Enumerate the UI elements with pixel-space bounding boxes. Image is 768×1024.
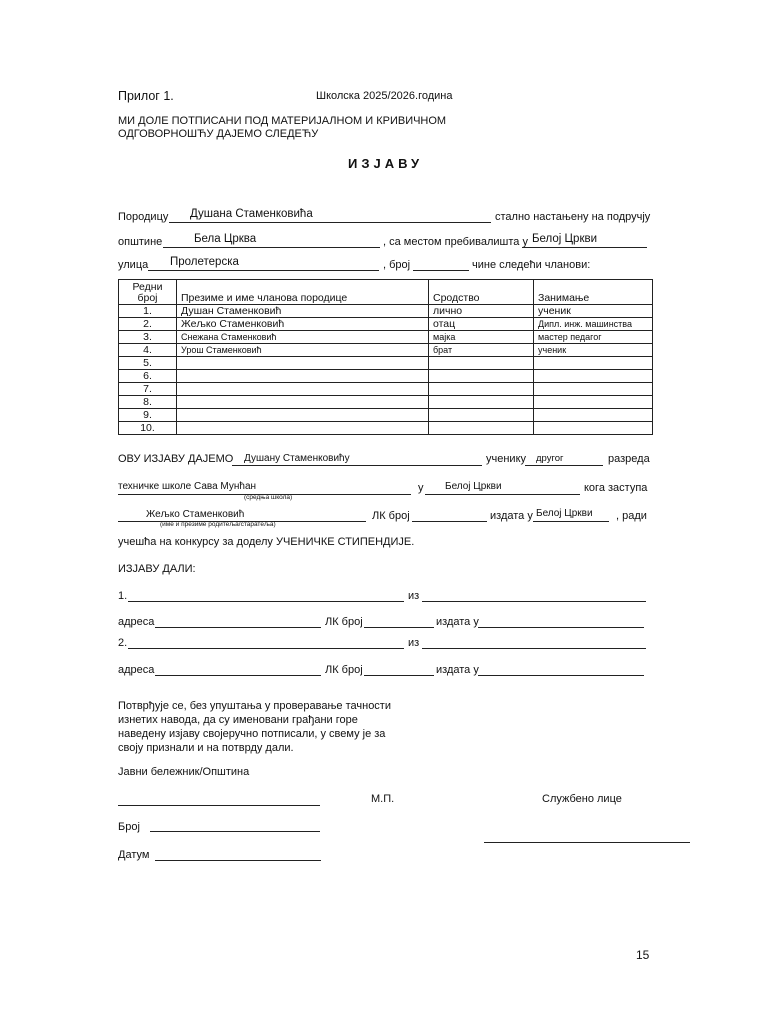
member-relation[interactable] — [429, 370, 534, 383]
municipality-label: општине — [118, 236, 163, 248]
given-underline — [232, 465, 482, 466]
member-occupation[interactable] — [534, 409, 653, 422]
member-relation[interactable] — [429, 409, 534, 422]
witness-2-number: 2. — [118, 637, 128, 649]
witness-1-issued-field[interactable] — [478, 627, 644, 628]
grade-underline — [525, 465, 603, 466]
member-occupation[interactable] — [534, 422, 653, 435]
member-relation[interactable] — [429, 422, 534, 435]
witness-2-id-label: ЛК број — [325, 664, 363, 676]
issued-value[interactable]: Белој Цркви — [536, 508, 593, 519]
table-row — [119, 409, 653, 422]
given-label: ОВУ ИЗЈАВУ ДАЈЕМО — [118, 453, 234, 465]
residence-label: стално настањену на подручју — [495, 211, 651, 223]
witness-2-address-label: адреса — [118, 664, 155, 676]
witness-1-id-field[interactable] — [364, 627, 434, 628]
table-row — [119, 422, 653, 435]
witness-1-address-field[interactable] — [155, 627, 321, 628]
table-row — [119, 331, 653, 344]
member-name[interactable] — [177, 409, 429, 422]
member-name[interactable]: Жељко Стаменковић — [177, 318, 429, 331]
table-row — [119, 383, 653, 396]
member-relation[interactable]: лично — [429, 305, 534, 318]
confirmation-line-2: изнетих навода, да су именовани грађани горе — [118, 714, 358, 726]
row-number: 7. — [119, 383, 177, 396]
parent-caption: (име и презиме родитеља/старатеља) — [160, 521, 276, 528]
table-row — [119, 318, 653, 331]
witness-1-id-label: ЛК број — [325, 616, 363, 628]
row-number: 10. — [119, 422, 177, 435]
grade-label: разреда — [608, 453, 650, 465]
family-value[interactable]: Душана Стаменковића — [190, 208, 313, 220]
intro-line-1: МИ ДОЛЕ ПОТПИСАНИ ПОД МАТЕРИЈАЛНОМ И КРИВИЧНОМ — [118, 115, 447, 127]
street-label: улица — [118, 259, 149, 271]
witness-1-issued-label: издата у — [436, 616, 479, 628]
witness-1-number: 1. — [118, 590, 128, 602]
member-relation[interactable]: брат — [429, 344, 534, 357]
witness-1-from-label: из — [408, 590, 420, 602]
house-number-underline — [413, 270, 469, 271]
witness-2-issued-label: издата у — [436, 664, 479, 676]
place-underline — [522, 247, 647, 248]
member-occupation[interactable] — [534, 370, 653, 383]
member-name[interactable] — [177, 422, 429, 435]
member-occupation[interactable] — [534, 383, 653, 396]
street-value[interactable]: Пролетерска — [170, 256, 239, 268]
school-caption: (средња школа) — [244, 494, 293, 501]
family-members-table — [118, 279, 653, 435]
confirmation-line-1: Потврђује се, без упуштања у проверавање тачности — [118, 700, 391, 712]
member-name[interactable]: Снежана Стаменковић — [177, 331, 429, 344]
place-value[interactable]: Белој Цркви — [532, 233, 598, 245]
witness-2-id-field[interactable] — [364, 675, 434, 676]
family-underline — [169, 222, 491, 223]
table-header-row — [119, 280, 653, 305]
intro-line-2: ОДГОВОРНОШЋУ ДАЈЕМО СЛЕДЕЋУ — [118, 128, 319, 140]
member-name[interactable] — [177, 383, 429, 396]
row-number: 6. — [119, 370, 177, 383]
municipality-underline — [163, 247, 380, 248]
witness-2-issued-field[interactable] — [478, 675, 644, 676]
member-occupation[interactable] — [534, 396, 653, 409]
row-number: 5. — [119, 357, 177, 370]
represented-label: кога заступа — [584, 482, 648, 494]
member-name[interactable] — [177, 357, 429, 370]
header-ordinal: Редни број — [119, 280, 177, 305]
witness-2-name-field[interactable] — [128, 648, 404, 649]
row-number: 1. — [119, 305, 177, 318]
member-occupation[interactable]: ученик — [534, 305, 653, 318]
table-row — [119, 305, 653, 318]
member-occupation[interactable] — [534, 357, 653, 370]
witness-2-address-field[interactable] — [155, 675, 321, 676]
row-number: 3. — [119, 331, 177, 344]
number-field[interactable] — [150, 831, 320, 832]
witness-1-name-field[interactable] — [128, 601, 404, 602]
table-row — [119, 344, 653, 357]
stamp-label: М.П. — [371, 793, 395, 805]
student-label: ученику — [486, 453, 527, 465]
house-number-label: , број — [383, 259, 411, 271]
table-row — [119, 370, 653, 383]
municipality-value[interactable]: Бела Црква — [194, 233, 257, 245]
date-label: Датум — [118, 849, 150, 861]
annex-label: Прилог 1. — [118, 89, 174, 103]
family-label: Породицу — [118, 211, 169, 223]
street-underline — [148, 270, 379, 271]
number-label: Број — [118, 821, 140, 833]
header-name: Презиме и име чланова породице — [177, 280, 429, 305]
confirmation-paragraph — [118, 699, 408, 755]
issued-underline — [533, 521, 609, 522]
member-occupation[interactable]: Дипл. инж. машинства — [534, 318, 653, 331]
grade-value[interactable]: другог — [536, 453, 564, 464]
row-number: 9. — [119, 409, 177, 422]
school-place-underline — [425, 494, 580, 495]
place-label: , са местом пребивалишта у — [383, 236, 528, 248]
member-name[interactable] — [177, 370, 429, 383]
member-relation[interactable]: отац — [429, 318, 534, 331]
witness-2-from-field[interactable] — [422, 648, 646, 649]
given-value[interactable]: Душану Стаменковићу — [244, 453, 350, 464]
members-label: чине следећи чланови: — [472, 259, 591, 271]
member-name[interactable]: Урош Стаменковић — [177, 344, 429, 357]
member-relation[interactable] — [429, 357, 534, 370]
confirmation-line-4: своју признали и на потврду дали. — [118, 742, 294, 754]
row-number: 8. — [119, 396, 177, 409]
issued-label: издата у — [490, 510, 533, 522]
id-underline — [412, 521, 487, 522]
table-row — [119, 396, 653, 409]
date-field[interactable] — [155, 860, 321, 861]
for-label: , ради — [616, 510, 647, 522]
row-number: 4. — [119, 344, 177, 357]
member-relation[interactable] — [429, 396, 534, 409]
witness-1-from-field[interactable] — [422, 601, 646, 602]
notary-label: Јавни бележник/Општина — [118, 766, 250, 778]
header-relation: Сродство — [429, 280, 534, 305]
confirmation-line-3: наведену изјаву својеручно потписали, у свему је за — [118, 728, 386, 740]
member-relation[interactable]: мајка — [429, 331, 534, 344]
header-occupation: Занимање — [534, 280, 653, 305]
school-year: Школска 2025/2026.година — [316, 90, 453, 102]
page-title: ИЗЈАВУ — [348, 156, 424, 171]
member-relation[interactable] — [429, 383, 534, 396]
witnesses-heading: ИЗЈАВУ ДАЛИ: — [118, 563, 196, 575]
table-row — [119, 357, 653, 370]
purpose-text: учешћа на конкурсу за доделу УЧЕНИЧКЕ СТИПЕНДИЈЕ. — [118, 536, 415, 548]
page-number: 15 — [636, 948, 650, 962]
official-label: Службено лице — [542, 793, 622, 805]
official-signature-line[interactable] — [484, 842, 690, 843]
witness-1-address-label: адреса — [118, 616, 155, 628]
member-occupation[interactable]: ученик — [534, 344, 653, 357]
member-name[interactable]: Душан Стаменковић — [177, 305, 429, 318]
notary-signature-line[interactable] — [118, 805, 320, 806]
witness-2-from-label: из — [408, 637, 420, 649]
member-name[interactable] — [177, 396, 429, 409]
parent-value[interactable]: Жељко Стаменковић — [146, 509, 245, 520]
id-label: ЛК број — [372, 510, 410, 522]
school-value[interactable]: техничке школе Сава Мунћан — [118, 481, 257, 492]
member-occupation[interactable]: мастер педагог — [534, 331, 653, 344]
school-in-label: у — [418, 482, 424, 494]
school-place-value[interactable]: Белој Цркви — [445, 481, 502, 492]
row-number: 2. — [119, 318, 177, 331]
